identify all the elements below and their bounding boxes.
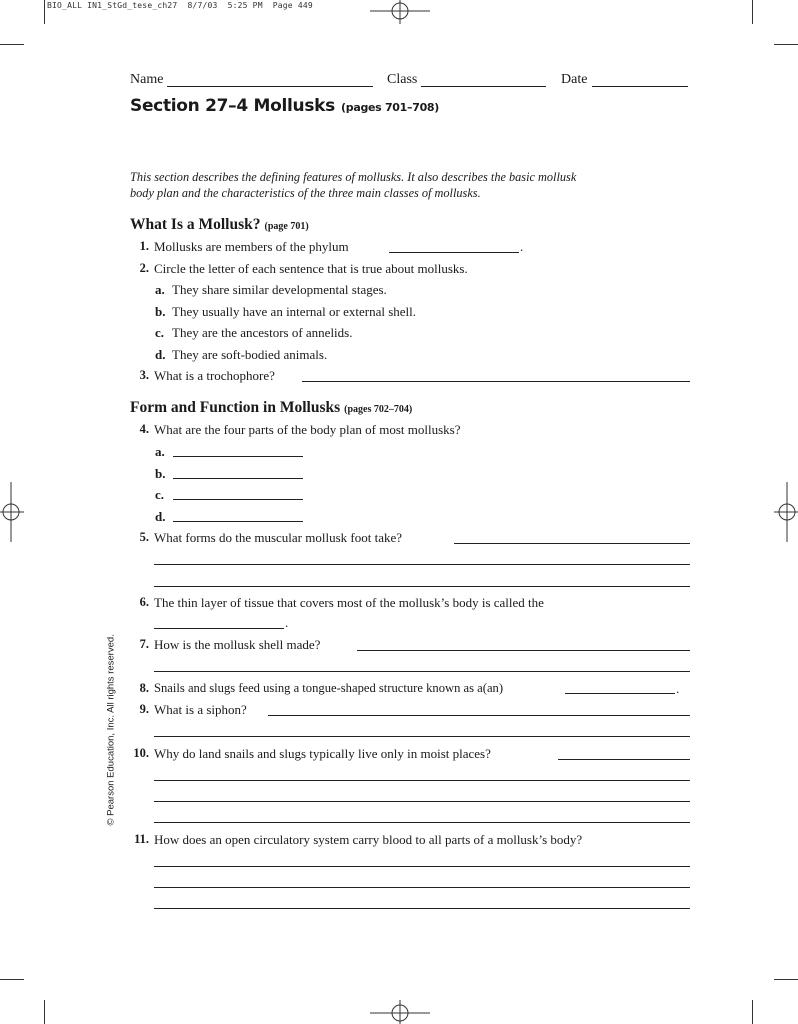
date-field[interactable]: [592, 86, 688, 87]
section-intro: This section describes the defining features of mollusks. It also describes the basic mollusk body plan and the characteristics of the three main classes of mollusks.: [130, 170, 577, 200]
crop-mark: [752, 1000, 753, 1024]
question-text: Snails and slugs feed using a tongue-shaped structure known as a(an): [154, 681, 504, 695]
crop-mark: [44, 0, 45, 24]
answer-line[interactable]: [558, 759, 690, 760]
question-number: 5.: [139, 530, 149, 544]
question-text: What is a siphon?: [154, 702, 247, 717]
answer-blank[interactable]: [173, 521, 303, 522]
answer-line[interactable]: [154, 564, 690, 565]
heading-title: Form and Function in Mollusks: [130, 399, 341, 416]
question-number: 4.: [139, 422, 149, 436]
question-text: Circle the letter of each sentence that is true about mollusks.: [154, 261, 468, 276]
registration-mark-icon: [0, 482, 24, 542]
answer-letter: d.: [155, 509, 166, 524]
registration-mark-icon: [774, 482, 798, 542]
question-text: How does an open circulatory system carry blood to all parts of a mollusk’s body?: [154, 832, 583, 847]
answer-line[interactable]: [154, 822, 690, 823]
question-number: 6.: [139, 595, 149, 609]
heading-page: (page 701): [264, 221, 309, 232]
answer-line[interactable]: [268, 715, 690, 716]
answer-letter: b.: [155, 466, 166, 481]
answer-blank[interactable]: [173, 499, 303, 500]
question-text: Mollusks are members of the phylum: [154, 239, 349, 254]
answer-blank[interactable]: [565, 693, 675, 694]
copyright-notice: © Pearson Education, Inc. All rights reserved.: [105, 634, 117, 826]
section-pages: (pages 701–708): [341, 101, 440, 114]
printer-slug: BIO_ALL IN1_StGd_tese_ch27 8/7/03 5:25 PM Page 449: [47, 1, 313, 10]
choice-text: They share similar developmental stages.: [172, 282, 387, 297]
answer-line[interactable]: [154, 866, 690, 867]
section-title-text: Section 27–4 Mollusks: [130, 96, 336, 116]
answer-line[interactable]: [154, 801, 690, 802]
registration-mark-icon: [370, 1000, 430, 1024]
question-text: Why do land snails and slugs typically live only in moist places?: [154, 746, 491, 761]
answer-line[interactable]: [154, 887, 690, 888]
heading-what-is-a-mollusk: [130, 216, 309, 234]
crop-mark: [44, 1000, 45, 1024]
answer-line[interactable]: [302, 381, 690, 382]
question-text: How is the mollusk shell made?: [154, 637, 321, 652]
heading-title: What Is a Mollusk?: [130, 216, 261, 233]
name-field[interactable]: [167, 86, 373, 87]
answer-blank[interactable]: [173, 456, 303, 457]
crop-mark: [752, 0, 753, 24]
class-field[interactable]: [421, 86, 546, 87]
answer-line[interactable]: [154, 586, 690, 587]
answer-blank[interactable]: [173, 478, 303, 479]
question-number: 1.: [139, 239, 149, 253]
question-number: 9.: [139, 702, 149, 716]
answer-blank[interactable]: [154, 628, 284, 629]
answer-letter: c.: [155, 487, 165, 502]
question-trail: .: [520, 239, 524, 254]
question-text: What is a trochophore?: [154, 368, 275, 383]
answer-line[interactable]: [154, 671, 690, 672]
choice-letter[interactable]: a.: [155, 282, 165, 297]
crop-mark: [0, 44, 24, 45]
question-text: What are the four parts of the body plan of most mollusks?: [154, 422, 461, 437]
heading-form-and-function: [130, 399, 412, 417]
registration-mark-icon: [370, 0, 430, 24]
answer-letter: a.: [155, 444, 165, 459]
choice-text: They are soft-bodied animals.: [172, 347, 328, 362]
choice-text: They are the ancestors of annelids.: [172, 325, 353, 340]
class-label: Class: [387, 72, 418, 87]
question-trail: .: [285, 615, 289, 630]
question-number: 2.: [139, 261, 149, 275]
choice-letter[interactable]: c.: [155, 325, 165, 340]
crop-mark: [774, 979, 798, 980]
crop-mark: [774, 44, 798, 45]
name-label: Name: [130, 72, 164, 87]
question-text: The thin layer of tissue that covers most of the mollusk’s body is called the: [154, 595, 544, 610]
choice-letter[interactable]: b.: [155, 304, 166, 319]
answer-line[interactable]: [454, 543, 690, 544]
question-number: 8.: [139, 681, 149, 695]
choice-text: They usually have an internal or external shell.: [172, 304, 417, 319]
answer-line[interactable]: [357, 650, 690, 651]
question-trail: .: [676, 681, 680, 696]
answer-line[interactable]: [154, 736, 690, 737]
question-number: 7.: [139, 637, 149, 651]
answer-line[interactable]: [154, 780, 690, 781]
answer-line[interactable]: [154, 908, 690, 909]
question-number: 11.: [134, 832, 149, 846]
question-number: 3.: [139, 368, 149, 382]
choice-letter[interactable]: d.: [155, 347, 166, 362]
question-number: 10.: [133, 746, 149, 760]
section-title: [130, 96, 439, 116]
question-text: What forms do the muscular mollusk foot take?: [154, 530, 403, 545]
answer-blank[interactable]: [389, 252, 519, 253]
date-label: Date: [561, 72, 588, 87]
crop-mark: [0, 979, 24, 980]
heading-page: (pages 702–704): [344, 404, 413, 415]
